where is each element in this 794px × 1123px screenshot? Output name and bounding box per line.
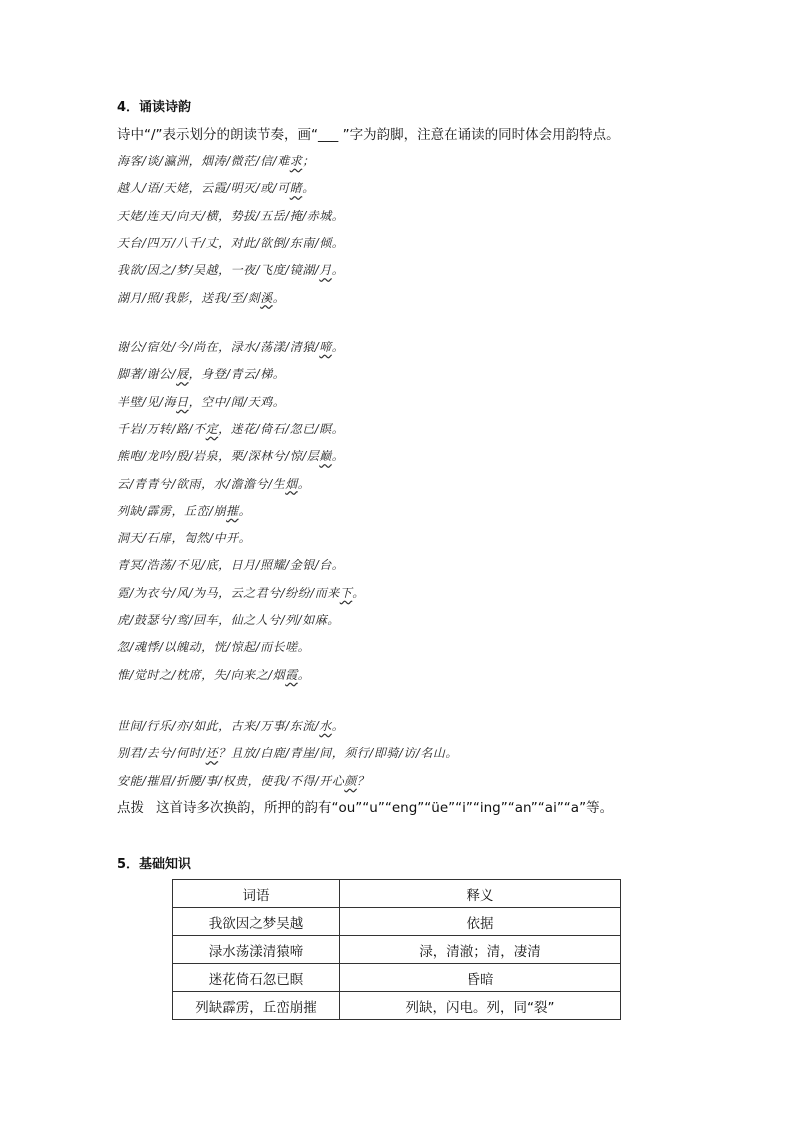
poem-line-text: 列缺/霹雳，丘峦/崩 bbox=[117, 503, 227, 518]
poem-line bbox=[117, 152, 315, 169]
rhyme-word: 下 bbox=[339, 585, 353, 600]
poem-line-text: 霓/为衣兮/风/为马，云之君兮/纷纷/而来 bbox=[117, 585, 340, 600]
header-meaning: 释义 bbox=[340, 880, 621, 908]
poem-line bbox=[117, 502, 251, 519]
rhyme-word: 摧 bbox=[226, 503, 239, 518]
poem-line-text: ？且放/白鹿/青崖/间，须行/即骑/访/名山。 bbox=[218, 746, 458, 761]
rhyme-word: 霞 bbox=[285, 667, 298, 682]
poem-line bbox=[117, 772, 369, 789]
poem-line bbox=[117, 475, 310, 492]
rhyme-word: 水 bbox=[319, 719, 332, 733]
poem-line-text: 我欲/因之/梦/吴越，一夜/飞度/镜湖/ bbox=[117, 263, 320, 278]
poem-line bbox=[117, 744, 458, 761]
poem-line-text: 。 bbox=[352, 585, 365, 600]
poem-line-text: 。 bbox=[331, 263, 345, 278]
poem-line bbox=[117, 179, 315, 196]
poem-line-text: 惟/觉时之/枕席，失/向来之/烟 bbox=[117, 667, 286, 682]
poem-line bbox=[117, 338, 344, 355]
poem-line-text: 熊咆/龙吟/殷/岩泉，栗/深林兮/惊/层 bbox=[117, 449, 320, 464]
poem-line bbox=[117, 717, 344, 734]
poem-line-text: ，身登/青云/梯。 bbox=[188, 367, 286, 382]
meaning-cell: 列缺，闪电。列，同“裂” bbox=[340, 992, 621, 1020]
poem-line-text: 谢公/宿处/今/尚在，渌水/荡漾/清猿/ bbox=[117, 340, 320, 354]
rhyme-word: 溪 bbox=[260, 290, 273, 305]
poem-line bbox=[117, 611, 340, 628]
term-cell: 列缺霹雳，丘峦崩摧 bbox=[173, 992, 340, 1020]
poem-line-text: 。 bbox=[297, 476, 311, 491]
poem-line-text: 海客/谈/瀛洲，烟涛/微茫/信/难 bbox=[117, 154, 290, 168]
poem-line-text: 半壁/见/海 bbox=[117, 394, 177, 409]
poem-line-text: 天台/四万/八千/丈，对此/欲倒/东南/倾。 bbox=[117, 235, 345, 250]
rhyme-word: 颜 bbox=[344, 773, 357, 788]
poem-line bbox=[117, 638, 310, 655]
table-row bbox=[173, 964, 621, 992]
table-row bbox=[173, 936, 621, 964]
poem-line bbox=[117, 207, 344, 224]
poem-line-text: 。 bbox=[238, 503, 252, 518]
rhyme-word: 睹 bbox=[289, 181, 303, 196]
poem-line-text: 。 bbox=[331, 449, 345, 464]
poem-line bbox=[117, 584, 365, 601]
term-cell: 迷花倚石忽已瞑 bbox=[173, 964, 340, 992]
poem-line-text: ，空中/闻/天鸡。 bbox=[188, 394, 286, 409]
poem-line-text: 越人/语/天姥，云霞/明灭/或/可 bbox=[117, 181, 290, 196]
poem-line-text: 虎/鼓瑟兮/鸾/回车，仙之人兮/列/如麻。 bbox=[117, 613, 340, 627]
poem-line-text: 。 bbox=[302, 181, 315, 196]
meaning-cell: 渌，清澈；清，凄清 bbox=[340, 936, 621, 964]
term-cell: 渌水荡漾清猿啼 bbox=[173, 936, 340, 964]
poem-line-text: 脚著/谢公/ bbox=[117, 367, 177, 382]
poem-line bbox=[117, 365, 285, 382]
rhyme-word: 日 bbox=[176, 394, 189, 409]
poem-line-text: 别君/去兮/何时/ bbox=[117, 746, 206, 761]
poem-line-text: ？ bbox=[356, 773, 370, 788]
rhyme-word: 屐 bbox=[176, 367, 189, 382]
poem-line bbox=[117, 289, 285, 306]
rhyme-word: 巅 bbox=[319, 449, 332, 464]
poem-line-text: 千岩/万转/路/不 bbox=[117, 421, 206, 436]
rhyme-word: 还 bbox=[205, 746, 219, 761]
poem-line bbox=[117, 666, 310, 683]
poem-line-text: 世间/行乐/亦/如此，古来/万事/东流/ bbox=[117, 719, 320, 733]
poem-line-text: 安能/摧眉/折腰/事/权贵，使我/不得/开心 bbox=[117, 773, 345, 788]
poem-line-text: 。 bbox=[331, 340, 345, 354]
rhyme-word: 啼 bbox=[319, 340, 332, 354]
rhyme-word: 月 bbox=[319, 263, 332, 278]
poem-line-text: ，迷花/倚石/忽已/瞑。 bbox=[218, 421, 345, 436]
poem-line bbox=[117, 529, 251, 546]
section-4-intro: 诗中“/”表示划分的朗读节奏，画“___ ”字为韵脚，注意在诵读的同时体会用韵特点。 bbox=[117, 127, 620, 143]
tip-paragraph bbox=[117, 796, 687, 821]
rhyme-word: 烟 bbox=[285, 476, 298, 491]
poem-line-text: 湖月/照/我影，送我/至/剡 bbox=[117, 290, 261, 305]
poem-line bbox=[117, 261, 344, 278]
poem-line-text: 忽/魂悸/以魄动，恍/惊起/而长嗟。 bbox=[117, 640, 311, 655]
rhyme-word: 求 bbox=[289, 154, 303, 168]
rhyme-word: 定 bbox=[205, 421, 219, 436]
poem-line-text: 洞天/石扉，訇然/中开。 bbox=[117, 531, 252, 546]
poem-line-text: ； bbox=[302, 154, 315, 168]
poem-line-text: 。 bbox=[331, 719, 345, 733]
table-row bbox=[173, 908, 621, 936]
poem-line bbox=[117, 447, 344, 464]
poem-line bbox=[117, 234, 344, 251]
glossary-table bbox=[172, 879, 621, 1020]
tip-text: 这首诗多次换韵，所押的韵有“ou”“u”“eng”“üe”“i”“ing”“an”“ai”“a”等。 bbox=[156, 800, 614, 816]
tip-label: 点拨 bbox=[117, 800, 144, 816]
meaning-cell: 昏暗 bbox=[340, 964, 621, 992]
header-term: 词语 bbox=[173, 880, 340, 908]
poem-line bbox=[117, 420, 344, 437]
table-header-row bbox=[173, 880, 621, 908]
meaning-cell: 依据 bbox=[340, 908, 621, 936]
poem-line bbox=[117, 556, 344, 573]
table-row bbox=[173, 992, 621, 1020]
poem-line-text: 青冥/浩荡/不见/底，日月/照耀/金银/台。 bbox=[117, 558, 345, 573]
section-5-title: 5．基础知识 bbox=[117, 857, 192, 872]
poem-line-text: 。 bbox=[297, 667, 311, 682]
poem-line-text: 。 bbox=[272, 290, 286, 305]
section-4-title: 4．诵读诗韵 bbox=[117, 100, 192, 115]
poem-line bbox=[117, 393, 285, 410]
term-cell: 我欲因之梦吴越 bbox=[173, 908, 340, 936]
poem-line-text: 云/青青兮/欲雨，水/澹澹兮/生 bbox=[117, 476, 286, 491]
poem-line-text: 天姥/连天/向天/横，势拔/五岳/掩/赤城。 bbox=[117, 208, 345, 223]
